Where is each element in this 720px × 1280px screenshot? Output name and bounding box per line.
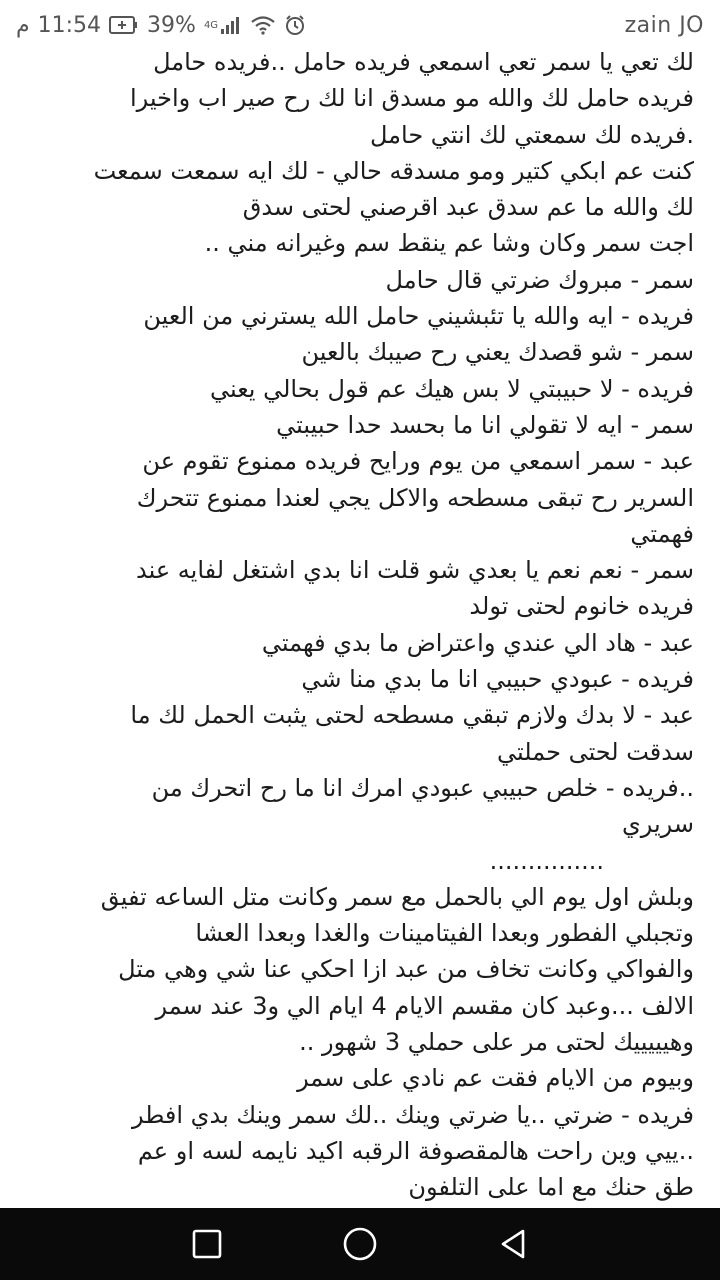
text-line: سمر - شو قصدك يعني رح صيبك بالعين	[301, 338, 694, 367]
square-icon	[191, 1228, 223, 1260]
text-line: وهيييييك لحتى مر على حملي 3 شهور ..	[299, 1028, 694, 1057]
text-line: سمر - نعم نعم يا بعدي شو قلت انا بدي اشتغل لفايه عند	[136, 556, 694, 585]
text-line: عبد - لا بدك ولازم تبقي مسطحه لحتى يثبت الحمل لك ما	[130, 701, 694, 730]
triangle-back-icon	[497, 1228, 529, 1260]
text-line: .فريده لك سمعتي لك انتي حامل	[370, 120, 694, 149]
text-line: فريده خانوم لحتى تولد	[469, 592, 694, 621]
text-line: فريده - لا حبيبتي لا بس هيك عم قول بحالي يعني	[209, 374, 694, 403]
battery-saver-icon	[109, 15, 139, 35]
alarm-icon	[284, 14, 306, 36]
text-line: وبيوم من الايام فقت عم نادي على سمر	[297, 1064, 694, 1093]
battery-percent: 39%	[147, 12, 196, 38]
text-line: ...............	[489, 846, 604, 875]
text-line: وتجبلي الفطور وبعدا الفيتامينات والغدا وبعدا العشا	[195, 919, 694, 948]
text-line: السرير رح تبقى مسطحه والاكل يجي لعندا ممنوع تتحرك	[136, 483, 694, 512]
text-line: سدقت لحتى حملتي	[497, 737, 694, 766]
home-button[interactable]	[336, 1220, 384, 1268]
back-button[interactable]	[489, 1220, 537, 1268]
carrier-name: zain JO	[624, 12, 704, 38]
recent-apps-button[interactable]	[183, 1220, 231, 1268]
text-line: وبلش اول يوم الي بالحمل مع سمر وكانت متل الساعه تفيق	[100, 882, 694, 911]
circle-icon	[342, 1226, 378, 1262]
text-line: لك والله ما عم سدق عبد اقرصني لحتى سدق	[242, 193, 694, 222]
text-line: فريده - ضرتي ..يا ضرتي وينك ..لك سمر وينك بدي افطر	[131, 1100, 694, 1129]
text-line: سريري	[621, 810, 694, 839]
network-type: 4G	[203, 19, 219, 31]
text-line: عبد - سمر اسمعي من يوم ورايح فريده ممنوع تقوم عن	[142, 447, 694, 476]
text-line: ..ييي وين راحت هالمقصوفة الرقبه اكيد نايمه لسه او عم	[137, 1136, 694, 1165]
text-line: سمر - مبروك ضرتي قال حامل	[385, 265, 694, 294]
text-line: سمر - ايه لا تقولي انا ما بحسد حدا حبيبتي	[276, 410, 694, 439]
text-line: والفواكي وكانت تخاف من عبد ازا احكي عنا شي وهي متل	[118, 955, 694, 984]
text-line: فهمتي	[630, 519, 694, 548]
navigation-bar	[0, 1208, 720, 1280]
status-left	[16, 13, 306, 38]
text-line: اجت سمر وكان وشا عم ينقط سم وغيرانه مني ..	[204, 229, 694, 258]
clock: 11:54	[37, 12, 102, 38]
status-bar	[0, 0, 720, 50]
am-pm-label: م	[16, 12, 30, 38]
text-line: فريده - ايه والله يا تئبشيني حامل الله يسترني من العين	[143, 302, 694, 331]
wifi-icon	[250, 15, 276, 35]
text-line: عبد - هاد الي عندي واعتراض ما بدي فهمتي	[261, 628, 694, 657]
text-line: كنت عم ابكي كتير ومو مسدقه حالي - لك ايه سمعت سمعت	[93, 156, 694, 185]
text-line: الالف ...وعبد كان مقسم الايام 4 ايام الي و3 عند سمر	[155, 991, 694, 1020]
story-text[interactable]	[0, 44, 720, 1208]
text-line: طق حنك مع اما على التلفون	[408, 1173, 694, 1202]
text-line: ..فريده - خلص حبيبي عبودي امرك انا ما رح اتحرك من	[151, 773, 694, 802]
text-line: لك تعي يا سمر تعي اسمعي فريده حامل ..فريده حامل	[153, 48, 694, 76]
signal-icon	[204, 15, 242, 35]
text-line: فريده حامل لك والله مو مسدق انا لك رح صير اب واخيرا	[130, 84, 694, 113]
text-line: فريده - عبودي حبيبي انا ما بدي منا شي	[301, 665, 694, 694]
